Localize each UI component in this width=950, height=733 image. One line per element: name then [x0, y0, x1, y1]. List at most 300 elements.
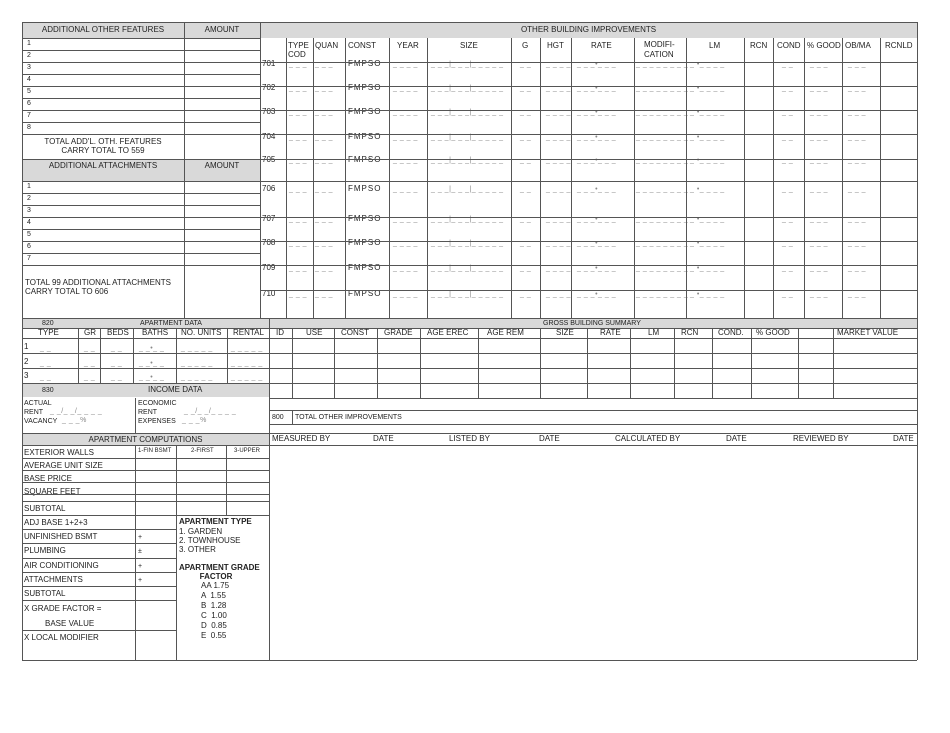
- gross-header-grade: GRADE: [384, 328, 413, 337]
- h-rule: [22, 110, 260, 111]
- obi-good-blank[interactable]: _ _ _: [810, 134, 829, 141]
- obi-year-blank[interactable]: _ _ _ _: [393, 109, 418, 116]
- v-rule: [674, 328, 675, 398]
- obi-obma-blank[interactable]: _ _ _: [848, 157, 867, 164]
- apt-type-blank[interactable]: _ _: [40, 374, 52, 381]
- obi-obma-blank[interactable]: _ _ _: [848, 85, 867, 92]
- obi-type-blank[interactable]: _ _ _: [289, 61, 308, 68]
- obi-cond-blank[interactable]: _ _: [782, 61, 794, 68]
- obi-g-blank[interactable]: _ _: [520, 109, 532, 116]
- obi-modif-blank[interactable]: _ _ _ _ _ _ _ _: [636, 61, 689, 68]
- apt-type-blank[interactable]: _ _: [40, 360, 52, 367]
- apt-baths-blank[interactable]: _ _•_ _: [139, 345, 165, 352]
- apt-comp-item: SUBTOTAL: [24, 504, 66, 513]
- obi-row-code: 705: [262, 155, 276, 164]
- obi-modif-blank[interactable]: _ _ _ _ _ _ _ _: [636, 85, 689, 92]
- gross-header-const: CONST: [341, 328, 369, 337]
- v-rule: [880, 38, 881, 318]
- obi-header-g: G: [522, 41, 529, 50]
- v-rule: [511, 38, 512, 318]
- v-rule: [269, 318, 270, 660]
- gross-header-age_erec: AGE EREC: [427, 328, 469, 337]
- h-rule: [22, 353, 269, 354]
- obi-hgt-blank[interactable]: _ _ _ _: [546, 291, 571, 298]
- apt-comp-item: SQUARE FEET: [24, 487, 81, 496]
- apt-comp-sign: +: [138, 577, 143, 584]
- obi-size-blank[interactable]: _ _ _|_ _ _|_ _ _ _ _: [431, 157, 504, 164]
- obi-lm-blank[interactable]: _ •_ _ _ _: [690, 186, 725, 193]
- obi-const-codes: FMPSO: [348, 107, 382, 116]
- apt-comp-item: PLUMBING: [24, 546, 66, 555]
- obi-size-blank[interactable]: _ _ _|_ _ _|_ _ _ _ _: [431, 291, 504, 298]
- obi-modif-blank[interactable]: _ _ _ _ _ _ _ _: [636, 186, 689, 193]
- obi-hgt-blank[interactable]: _ _ _ _: [546, 85, 571, 92]
- obi-rate-blank[interactable]: _ _ _•_ _ _: [577, 61, 617, 68]
- obi-const-codes: FMPSO: [348, 214, 382, 223]
- apt-row-num: 2: [24, 357, 29, 366]
- obi-g-blank[interactable]: _ _: [520, 291, 532, 298]
- obi-rate-blank[interactable]: _ _ _•_ _ _: [577, 109, 617, 116]
- measured-by-label: MEASURED BY: [272, 434, 331, 443]
- v-rule: [917, 38, 918, 318]
- v-rule: [804, 38, 805, 318]
- obi-cond-blank[interactable]: _ _: [782, 291, 794, 298]
- obi-lm-blank[interactable]: _ •_ _ _ _: [690, 61, 725, 68]
- obi-rate-blank[interactable]: _ _ _•_ _ _: [577, 186, 617, 193]
- apt-comp-title: APARTMENT COMPUTATIONS: [88, 435, 203, 444]
- obi-row-code: 706: [262, 184, 276, 193]
- obi-type-blank[interactable]: _ _ _: [289, 85, 308, 92]
- gross-header-use: USE: [306, 328, 323, 337]
- obi-hgt-blank[interactable]: _ _ _ _: [546, 240, 571, 247]
- apt-header-baths: BATHS: [142, 328, 169, 337]
- attachment-row-num: 6: [27, 243, 31, 250]
- apt-gr-blank[interactable]: _ _: [84, 345, 96, 352]
- obi-good-blank[interactable]: _ _ _: [810, 85, 829, 92]
- h-rule: [22, 529, 176, 530]
- gross-header-market_value: MARKET VALUE: [837, 328, 899, 337]
- obi-lm-blank[interactable]: _ •_ _ _ _: [690, 157, 725, 164]
- obi-header-type_cod_1: TYPE: [288, 41, 309, 50]
- obi-quan-blank[interactable]: _ _ _: [315, 157, 334, 164]
- apt-comp-item: BASE VALUE: [45, 619, 95, 628]
- h-rule: [22, 630, 176, 631]
- obi-row-code: 702: [262, 83, 276, 92]
- apt-header-units: NO. UNITS: [181, 328, 222, 337]
- h-rule: [22, 586, 176, 587]
- obi-type-blank[interactable]: _ _ _: [289, 216, 308, 223]
- obi-header-lm: LM: [709, 41, 721, 50]
- h-rule: [22, 338, 917, 339]
- h-rule: [260, 265, 917, 266]
- apt-units-blank[interactable]: _ _ _ _ _: [181, 360, 213, 367]
- h-rule: [22, 62, 260, 63]
- gross-header-cond: COND.: [718, 328, 744, 337]
- apt-data-code: 820: [42, 320, 54, 327]
- grade-title-1: APARTMENT GRADE: [179, 563, 260, 572]
- h-rule: [22, 558, 176, 559]
- apt-comp-sign: ±: [138, 548, 142, 555]
- h-rule: [22, 445, 917, 446]
- obi-header-type_cod_2: COD: [288, 50, 306, 59]
- obi-quan-blank[interactable]: _ _ _: [315, 109, 334, 116]
- obi-obma-blank[interactable]: _ _ _: [848, 291, 867, 298]
- obi-lm-blank[interactable]: _ •_ _ _ _: [690, 134, 725, 141]
- h-rule: [22, 328, 917, 329]
- v-rule: [176, 328, 177, 383]
- apt-gr-blank[interactable]: _ _: [84, 360, 96, 367]
- obi-g-blank[interactable]: _ _: [520, 265, 532, 272]
- h-rule: [22, 482, 269, 483]
- obi-g-blank[interactable]: _ _: [520, 134, 532, 141]
- obi-good-blank[interactable]: _ _ _: [810, 216, 829, 223]
- obi-g-blank[interactable]: _ _: [520, 186, 532, 193]
- feature-row-num: 3: [27, 64, 31, 71]
- apt-comp-sign: +: [138, 534, 143, 541]
- income-vacancy-blank[interactable]: _ _ _%: [62, 417, 87, 424]
- obi-size-blank[interactable]: _ _ _|_ _ _|_ _ _ _ _: [431, 216, 504, 223]
- apt-comp-col1: 1-FIN BSMT: [138, 448, 172, 454]
- total-other-code: 800: [272, 414, 284, 421]
- v-rule: [184, 22, 185, 181]
- obi-rate-blank[interactable]: _ _ _•_ _ _: [577, 216, 617, 223]
- h-rule: [269, 353, 917, 354]
- obi-rate-blank[interactable]: _ _ _•_ _ _: [577, 240, 617, 247]
- v-rule: [427, 38, 428, 318]
- obi-const-codes: FMPSO: [348, 238, 382, 247]
- feature-row-num: 5: [27, 88, 31, 95]
- v-rule: [176, 445, 177, 660]
- obi-cond-blank[interactable]: _ _: [782, 186, 794, 193]
- apt-units-blank[interactable]: _ _ _ _ _: [181, 345, 213, 352]
- feature-row-num: 1: [27, 40, 31, 47]
- obi-year-blank[interactable]: _ _ _ _: [393, 265, 418, 272]
- obi-modif-blank[interactable]: _ _ _ _ _ _ _ _: [636, 240, 689, 247]
- h-rule: [22, 543, 176, 544]
- income-rent-blank[interactable]: _ _/_ _/_ _ _ _: [50, 408, 103, 415]
- reviewed-date-label: DATE: [893, 434, 914, 443]
- obi-obma-blank[interactable]: _ _ _: [848, 61, 867, 68]
- apt-comp-item: BASE PRICE: [24, 474, 73, 483]
- h-rule: [269, 410, 917, 411]
- h-rule: [260, 241, 917, 242]
- h-rule: [22, 159, 260, 160]
- v-rule: [712, 328, 713, 398]
- v-rule: [292, 328, 293, 398]
- h-rule: [260, 62, 917, 63]
- obi-lm-blank[interactable]: _ •_ _ _ _: [690, 109, 725, 116]
- obi-good-blank[interactable]: _ _ _: [810, 157, 829, 164]
- obi-good-blank[interactable]: _ _ _: [810, 109, 829, 116]
- v-rule: [334, 328, 335, 398]
- obi-header-rate: RATE: [591, 41, 612, 50]
- income-economic: ECONOMIC: [138, 400, 177, 407]
- obi-header-rcn: RCN: [750, 41, 768, 50]
- obi-g-blank[interactable]: _ _: [520, 61, 532, 68]
- v-rule: [226, 445, 227, 515]
- feature-row-num: 6: [27, 100, 31, 107]
- obi-type-blank[interactable]: _ _ _: [289, 186, 308, 193]
- attachments-title: ADDITIONAL ATTACHMENTS: [48, 161, 158, 170]
- obi-hgt-blank[interactable]: _ _ _ _: [546, 109, 571, 116]
- obi-obma-blank[interactable]: _ _ _: [848, 216, 867, 223]
- h-rule: [260, 86, 917, 87]
- obi-const-codes: FMPSO: [348, 132, 382, 141]
- v-rule: [587, 328, 588, 398]
- obi-cond-blank[interactable]: _ _: [782, 216, 794, 223]
- obi-cond-blank[interactable]: _ _: [782, 240, 794, 247]
- obi-row-code: 710: [262, 289, 276, 298]
- obi-lm-blank[interactable]: _ •_ _ _ _: [690, 85, 725, 92]
- obi-type-blank[interactable]: _ _ _: [289, 291, 308, 298]
- obi-type-blank[interactable]: _ _ _: [289, 109, 308, 116]
- h-rule: [22, 50, 260, 51]
- obi-const-codes: FMPSO: [348, 83, 382, 92]
- obi-hgt-blank[interactable]: _ _ _ _: [546, 265, 571, 272]
- apt-type-1: 1. GARDEN: [179, 527, 223, 536]
- h-rule: [22, 134, 260, 135]
- grade-factor: E 0.55: [201, 631, 227, 640]
- apt-type-2: 2. TOWNHOUSE: [179, 536, 241, 545]
- apt-header-beds: BEDS: [107, 328, 129, 337]
- v-rule: [686, 38, 687, 318]
- obi-modif-blank[interactable]: _ _ _ _ _ _ _ _: [636, 134, 689, 141]
- obi-lm-blank[interactable]: _ •_ _ _ _: [690, 291, 725, 298]
- v-rule: [389, 38, 390, 318]
- apt-comp-item: AVERAGE UNIT SIZE: [24, 461, 103, 470]
- v-rule: [798, 328, 799, 398]
- h-rule: [22, 515, 176, 516]
- listed-date-label: DATE: [539, 434, 560, 443]
- apt-header-gr: GR: [84, 328, 96, 337]
- obi-year-blank[interactable]: _ _ _ _: [393, 157, 418, 164]
- obi-good-blank[interactable]: _ _ _: [810, 240, 829, 247]
- h-rule: [269, 368, 917, 369]
- obi-modif-blank[interactable]: _ _ _ _ _ _ _ _: [636, 109, 689, 116]
- obi-hgt-blank[interactable]: _ _ _ _: [546, 216, 571, 223]
- obi-g-blank[interactable]: _ _: [520, 216, 532, 223]
- v-rule: [744, 38, 745, 318]
- h-rule: [22, 572, 176, 573]
- obi-row-code: 708: [262, 238, 276, 247]
- gross-header-rcn: RCN: [681, 328, 699, 337]
- h-rule: [22, 86, 260, 87]
- obi-header-const: CONST: [348, 41, 376, 50]
- obi-lm-blank[interactable]: _ •_ _ _ _: [690, 216, 725, 223]
- v-rule: [227, 328, 228, 383]
- obi-modif-blank[interactable]: _ _ _ _ _ _ _ _: [636, 157, 689, 164]
- h-rule: [22, 22, 917, 23]
- obi-size-blank[interactable]: _ _ _|_ _ _|_ _ _ _ _: [431, 186, 504, 193]
- apt-header-rental: RENTAL: [233, 328, 264, 337]
- apt-comp-item: X GRADE FACTOR =: [24, 604, 102, 613]
- obi-header-rcnld: RCNLD: [885, 41, 913, 50]
- grade-factor: B 1.28: [201, 601, 227, 610]
- v-rule: [833, 328, 834, 398]
- v-rule: [78, 328, 79, 383]
- feature-row-num: 4: [27, 76, 31, 83]
- apt-type-blank[interactable]: _ _: [40, 345, 52, 352]
- obi-year-blank[interactable]: _ _ _ _: [393, 186, 418, 193]
- obi-const-codes: FMPSO: [348, 184, 382, 193]
- obi-size-blank[interactable]: _ _ _|_ _ _|_ _ _ _ _: [431, 85, 504, 92]
- obi-type-blank[interactable]: _ _ _: [289, 265, 308, 272]
- h-rule: [260, 181, 917, 182]
- obi-modif-blank[interactable]: _ _ _ _ _ _ _ _: [636, 265, 689, 272]
- attachment-row-num: 2: [27, 195, 31, 202]
- obi-quan-blank[interactable]: _ _ _: [315, 61, 334, 68]
- obi-hgt-blank[interactable]: _ _ _ _: [546, 61, 571, 68]
- reviewed-by-label: REVIEWED BY: [793, 434, 849, 443]
- obi-quan-blank[interactable]: _ _ _: [315, 240, 334, 247]
- h-rule: [22, 181, 260, 182]
- obi-modif-blank[interactable]: _ _ _ _ _ _ _ _: [636, 291, 689, 298]
- apt-units-blank[interactable]: _ _ _ _ _: [181, 374, 213, 381]
- obi-cond-blank[interactable]: _ _: [782, 265, 794, 272]
- obi-lm-blank[interactable]: _ •_ _ _ _: [690, 265, 725, 272]
- apt-type-title: APARTMENT TYPE: [179, 517, 252, 526]
- obi-obma-blank[interactable]: _ _ _: [848, 186, 867, 193]
- income-expenses-blank[interactable]: _ _ _%: [182, 417, 207, 424]
- v-rule: [842, 38, 843, 318]
- obi-good-blank[interactable]: _ _ _: [810, 265, 829, 272]
- obi-type-blank[interactable]: _ _ _: [289, 240, 308, 247]
- h-rule: [260, 110, 917, 111]
- obi-quan-blank[interactable]: _ _ _: [315, 216, 334, 223]
- obi-good-blank[interactable]: _ _ _: [810, 186, 829, 193]
- obi-year-blank[interactable]: _ _ _ _: [393, 85, 418, 92]
- obi-lm-blank[interactable]: _ •_ _ _ _: [690, 240, 725, 247]
- grade-factor: D 0.85: [201, 621, 227, 630]
- feature-row-num: 8: [27, 124, 31, 131]
- h-rule: [22, 383, 917, 384]
- h-rule: [22, 660, 917, 661]
- h-rule: [22, 74, 260, 75]
- obi-quan-blank[interactable]: _ _ _: [315, 186, 334, 193]
- apt-comp-item: AIR CONDITIONING: [24, 561, 99, 570]
- obi-hgt-blank[interactable]: _ _ _ _: [546, 134, 571, 141]
- h-rule: [260, 159, 917, 160]
- obi-type-blank[interactable]: _ _ _: [289, 134, 308, 141]
- obi-g-blank[interactable]: _ _: [520, 85, 532, 92]
- apt-comp-item: EXTERIOR WALLS: [24, 448, 94, 457]
- obi-rate-blank[interactable]: _ _ _•_ _ _: [577, 265, 617, 272]
- obi-good-blank[interactable]: _ _ _: [810, 61, 829, 68]
- obi-g-blank[interactable]: _ _: [520, 240, 532, 247]
- grade-factor: AA 1.75: [201, 581, 230, 590]
- obi-hgt-blank[interactable]: _ _ _ _: [546, 157, 571, 164]
- v-rule: [286, 38, 287, 318]
- obi-cond-blank[interactable]: _ _: [782, 157, 794, 164]
- obi-quan-blank[interactable]: _ _ _: [315, 134, 334, 141]
- obi-obma-blank[interactable]: _ _ _: [848, 265, 867, 272]
- apt-comp-item: SUBTOTAL: [24, 589, 66, 598]
- h-rule: [22, 98, 260, 99]
- obi-rate-blank[interactable]: _ _ _•_ _ _: [577, 85, 617, 92]
- obi-obma-blank[interactable]: _ _ _: [848, 240, 867, 247]
- obi-g-blank[interactable]: _ _: [520, 157, 532, 164]
- apt-comp-sign: +: [138, 563, 143, 570]
- obi-year-blank[interactable]: _ _ _ _: [393, 240, 418, 247]
- obi-obma-blank[interactable]: _ _ _: [848, 134, 867, 141]
- apt-rental-blank[interactable]: _ _ _ _ _: [231, 360, 263, 367]
- obi-size-blank[interactable]: _ _ _|_ _ _|_ _ _ _ _: [431, 134, 504, 141]
- obi-size-blank[interactable]: _ _ _|_ _ _|_ _ _ _ _: [431, 265, 504, 272]
- calculated-date-label: DATE: [726, 434, 747, 443]
- attachment-row-num: 1: [27, 183, 31, 190]
- obi-cond-blank[interactable]: _ _: [782, 134, 794, 141]
- obi-header-year: YEAR: [397, 41, 419, 50]
- apt-gr-blank[interactable]: _ _: [84, 374, 96, 381]
- obi-rate-blank[interactable]: _ _ _•_ _ _: [577, 134, 617, 141]
- h-rule: [22, 494, 269, 495]
- obi-year-blank[interactable]: _ _ _ _: [393, 216, 418, 223]
- obi-size-blank[interactable]: _ _ _|_ _ _|_ _ _ _ _: [431, 240, 504, 247]
- v-rule: [540, 38, 541, 318]
- h-rule: [22, 368, 269, 369]
- obi-row-code: 701: [262, 59, 276, 68]
- obi-rate-blank[interactable]: _ _ _•_ _ _: [577, 157, 617, 164]
- apt-beds-blank[interactable]: _ _: [111, 345, 123, 352]
- obi-year-blank[interactable]: _ _ _ _: [393, 134, 418, 141]
- obi-year-blank[interactable]: _ _ _ _: [393, 61, 418, 68]
- v-rule: [420, 328, 421, 398]
- v-rule: [377, 328, 378, 398]
- obi-rate-blank[interactable]: _ _ _•_ _ _: [577, 291, 617, 298]
- apt-baths-blank[interactable]: _ _•_ _: [139, 360, 165, 367]
- obi-hgt-blank[interactable]: _ _ _ _: [546, 186, 571, 193]
- apt-beds-blank[interactable]: _ _: [111, 374, 123, 381]
- obi-modif-blank[interactable]: _ _ _ _ _ _ _ _: [636, 216, 689, 223]
- apt-beds-blank[interactable]: _ _: [111, 360, 123, 367]
- apt-baths-blank[interactable]: _ _•_ _: [139, 374, 165, 381]
- features-total-line2: CARRY TOTAL TO 559: [61, 146, 145, 155]
- obi-header-hgt: HGT: [547, 41, 564, 50]
- v-rule: [540, 328, 541, 398]
- apt-rental-blank[interactable]: _ _ _ _ _: [231, 345, 263, 352]
- h-rule: [260, 134, 917, 135]
- obi-quan-blank[interactable]: _ _ _: [315, 291, 334, 298]
- gross-header-age_rem: AGE REM: [487, 328, 524, 337]
- obi-size-blank[interactable]: _ _ _|_ _ _|_ _ _ _ _: [431, 61, 504, 68]
- h-rule: [22, 241, 260, 242]
- income-rent: RENT: [24, 409, 44, 416]
- income-economic-blank[interactable]: _ _/_ _/_ _ _ _: [184, 408, 237, 415]
- gross-summary-title: GROSS BUILDING SUMMARY: [543, 320, 641, 327]
- income-vacancy: VACANCY: [24, 418, 58, 425]
- obi-row-code: 709: [262, 263, 276, 272]
- obi-cond-blank[interactable]: _ _: [782, 109, 794, 116]
- v-rule: [313, 38, 314, 318]
- obi-type-blank[interactable]: _ _ _: [289, 157, 308, 164]
- obi-cond-blank[interactable]: _ _: [782, 85, 794, 92]
- v-rule: [345, 38, 346, 318]
- h-rule: [22, 205, 260, 206]
- obi-header-obma: OB/MA: [845, 41, 871, 50]
- v-rule: [630, 328, 631, 398]
- obi-size-blank[interactable]: _ _ _|_ _ _|_ _ _ _ _: [431, 109, 504, 116]
- obi-quan-blank[interactable]: _ _ _: [315, 85, 334, 92]
- apt-header-type: TYPE: [38, 328, 59, 337]
- obi-good-blank[interactable]: _ _ _: [810, 291, 829, 298]
- h-rule: [22, 122, 260, 123]
- apt-rental-blank[interactable]: _ _ _ _ _: [231, 374, 263, 381]
- obi-obma-blank[interactable]: _ _ _: [848, 109, 867, 116]
- gross-header-lm: LM: [648, 328, 660, 337]
- obi-quan-blank[interactable]: _ _ _: [315, 265, 334, 272]
- obi-year-blank[interactable]: _ _ _ _: [393, 291, 418, 298]
- apt-type-3: 3. OTHER: [179, 545, 216, 554]
